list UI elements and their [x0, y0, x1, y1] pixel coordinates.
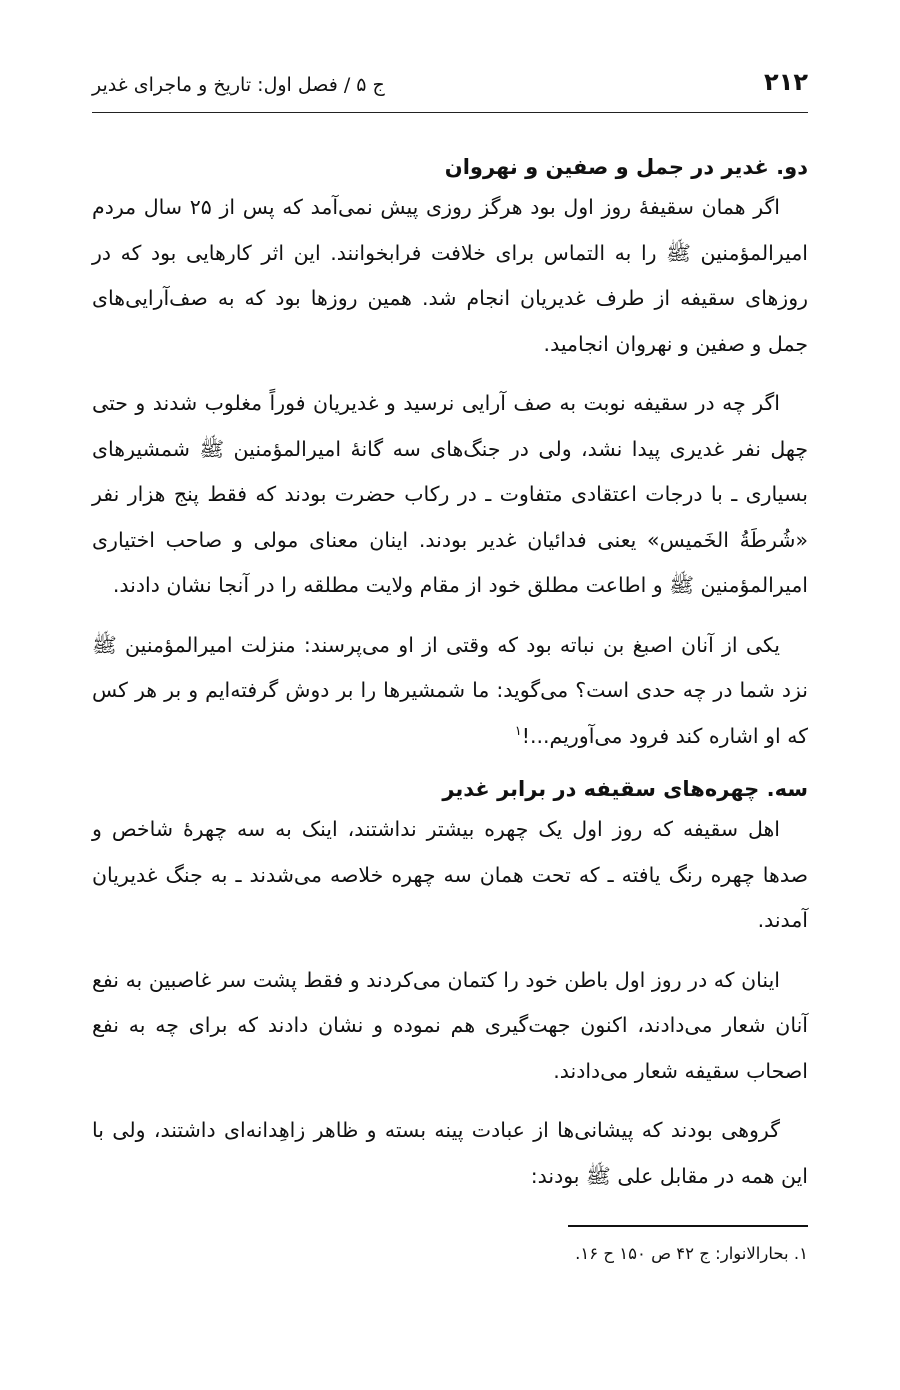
page-number: ۲۱۲	[764, 68, 808, 96]
footnote: ۱. بحارالانوار: ج ۴۲ ص ۱۵۰ ح ۱۶.	[575, 1244, 808, 1263]
body-paragraph: اینان که در روز اول باطن خود را کتمان می‌کردند و فقط پشت سر غاصبین به نفع آنان شعار می‌دادند، اکنون جهت‌گیری هم نموده و نشان دادند که برای چه به نفع اصحاب سقیفه شعار می‌دادند.	[92, 967, 808, 1083]
body-paragraph: گروهی بودند که پیشانی‌ها از عبادت پینه بسته و ظاهر زاهِدانه‌ای داشتند، ولی با این همه در مقابل علی ﷺ بودند:	[92, 1118, 808, 1188]
section-heading-jamal-siffin-nahrawan: دو. غدیر در جمل و صفین و نهروان	[444, 155, 808, 179]
book-page	[92, 64, 808, 1267]
footnote-reference: ۱	[514, 723, 522, 739]
footnote-divider	[568, 1225, 808, 1227]
paragraph-text: یکی از آنان اصبغ بن نباته بود که وقتی از او می‌پرسند: منزلت امیرالمؤمنین ﷺ نزد شما در چه حدی است؟ می‌گوید: ما شمشیرها را بر دوش گرفته‌ایم و بر هر کس که او اشاره کند فرود می‌آوریم...!	[92, 632, 808, 748]
body-paragraph-with-footnote	[92, 623, 808, 760]
body-paragraph: اگر چه در سقیفه نوبت به صف آرایی نرسید و غدیریان فوراً مغلوب شدند و حتی چهل نفر غدیری پیدا نشد، ولی در جنگ‌های سه گانهٔ امیرالمؤمنین ﷺ شمشیرهای بسیاری ـ با درجات اعتقادی متفاوت ـ در رکاب حضرت بودند که فقط پنج هزار نفر «شُرطَةُ الخَمیس» یعنی فدائیان غدیر بودند. اینان معنای مولی و صاحب اختیاری امیرالمؤمنین ﷺ و اطاعت مطلق خود از مقام ولایت مطلقه را در آنجا نشان دادند.	[92, 391, 808, 597]
body-paragraph: اگر همان سقیفهٔ روز اول بود هرگز روزی پیش نمی‌آمد که پس از ۲۵ سال مردم امیرالمؤمنین ﷺ را به التماس برای خلافت فرابخوانند. این اثر کارهایی بود که در روزهای سقیفه از طرف غدیریان انجام شد. همین روزها بود که به صف‌آرایی‌های جمل و صفین و نهروان انجامید.	[92, 195, 808, 356]
body-paragraph: اهل سقیفه که روز اول یک چهره بیشتر نداشتند، اینک به سه چهرهٔ شاخص و صدها چهره رنگ یافته ـ که تحت همان سه چهره خلاصه می‌شدند ـ به جنگ غدیریان آمدند.	[92, 817, 808, 932]
running-header-title: ج ۵ / فصل اول: تاریخ و ماجرای غدیر	[92, 74, 385, 96]
section-heading-saqifa-faces: سه. چهره‌های سقیفه در برابر غدیر	[442, 777, 808, 801]
running-header	[92, 64, 808, 113]
